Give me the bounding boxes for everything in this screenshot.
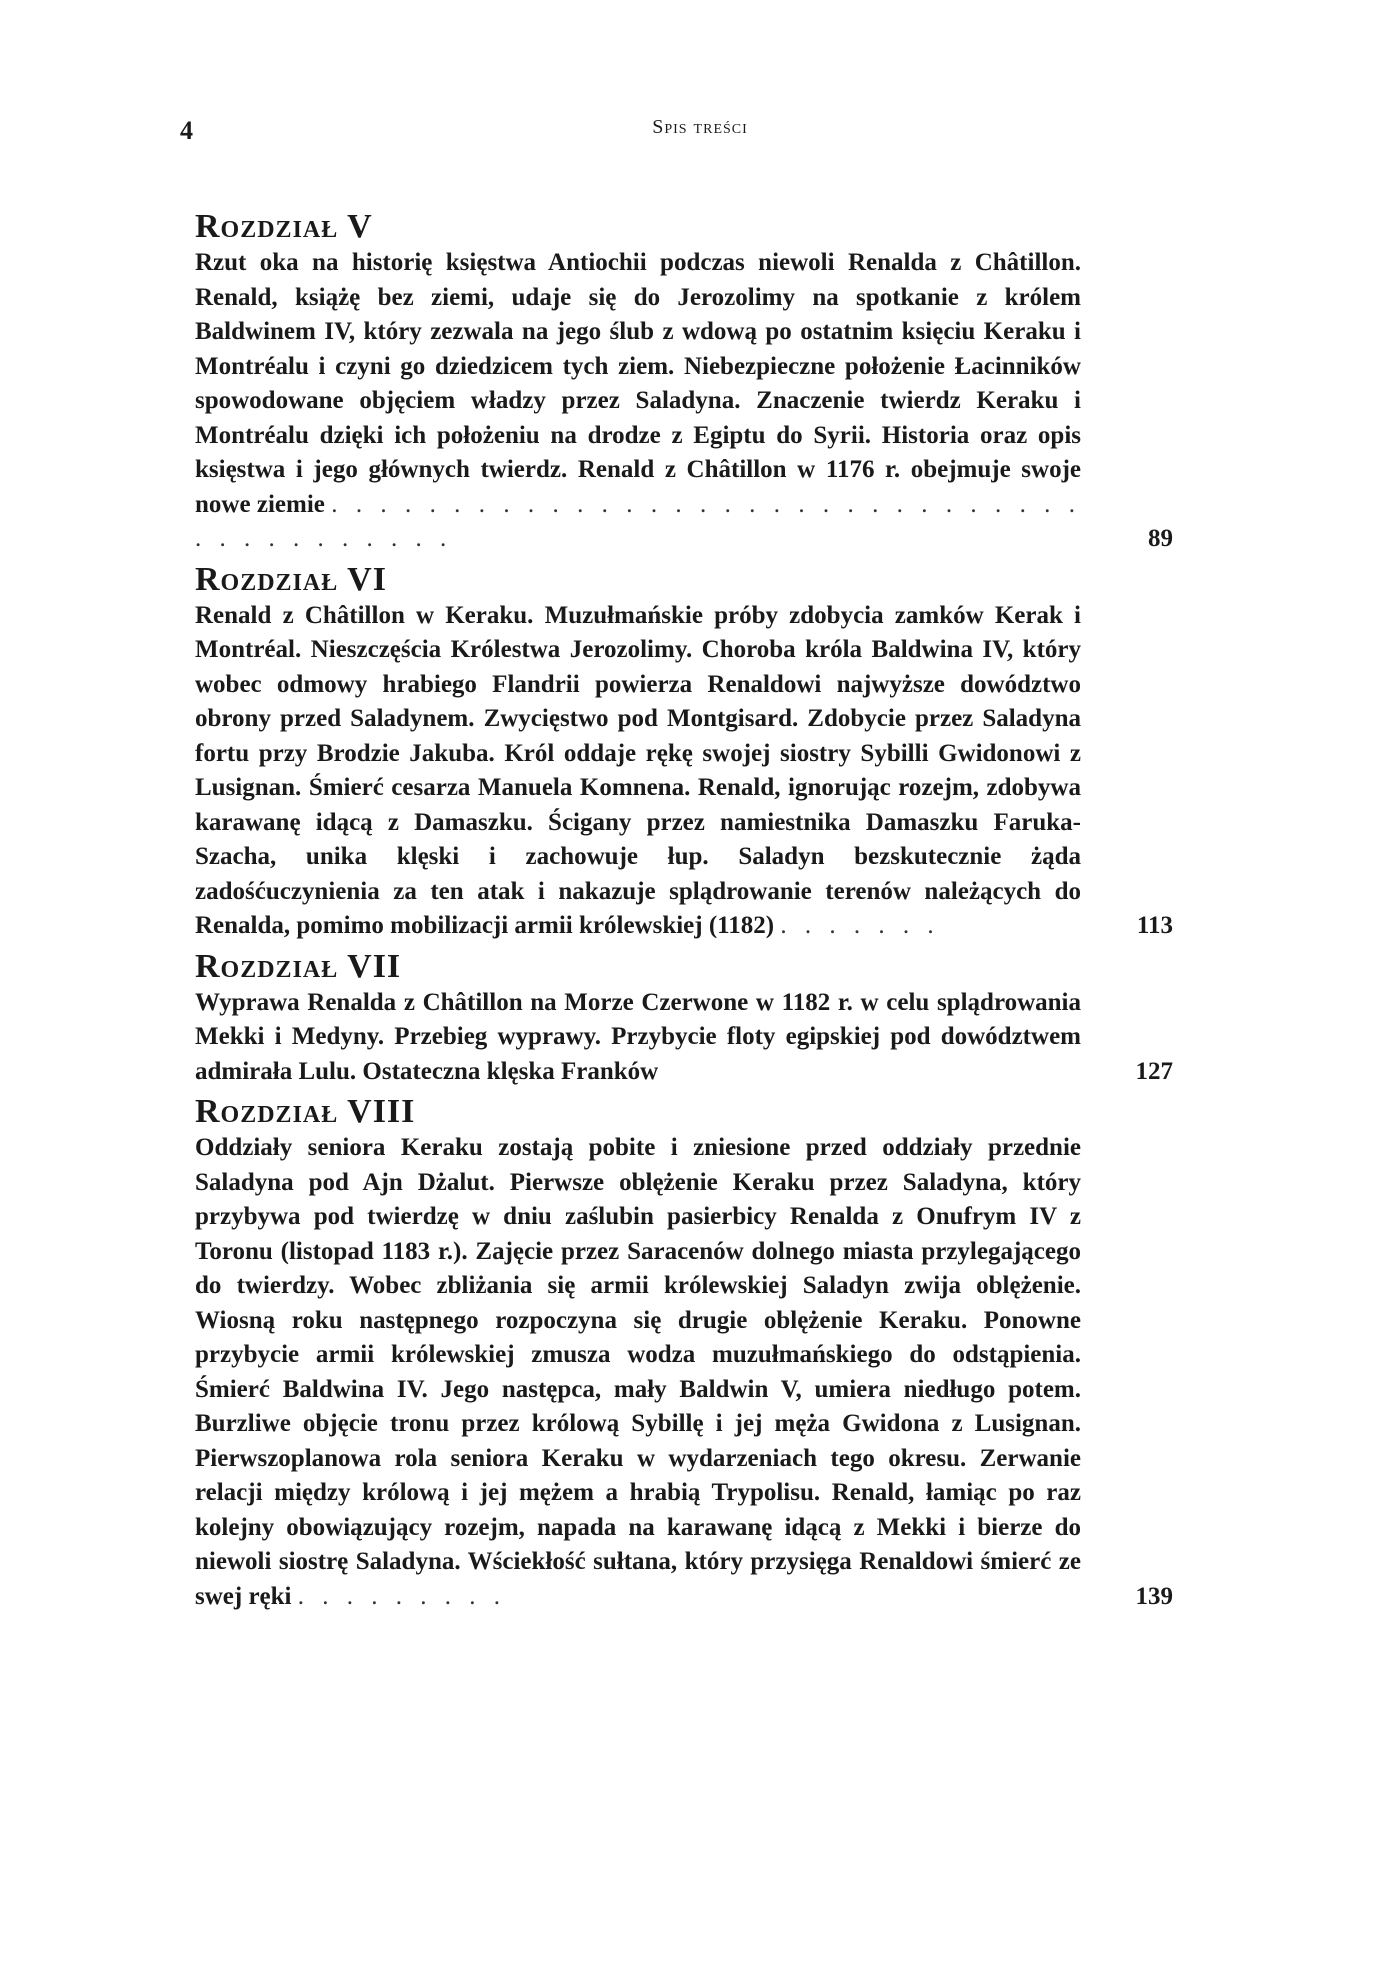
page-reference: 127 <box>1135 1057 1173 1085</box>
table-of-contents <box>195 208 1173 1614</box>
page-reference: 89 <box>1148 525 1173 552</box>
chapter-summary <box>195 246 1081 557</box>
dot-leader: . . . . . . . . . <box>297 1582 506 1610</box>
chapter-heading: Rozdział VIII <box>195 1093 416 1130</box>
dot-leader: . . . . . . . . . . . . . . . . . . . . . . . . . . . . . . . . . . . . . . . . . . <box>195 490 1082 552</box>
chapter-summary <box>195 986 1081 1090</box>
summary-text: Rzut oka na historię księstwa Antiochii podczas niewoli Renalda z Châtillon. Renald, książę bez ziemi, udaje się do Jerozolimy na spotkanie z królem Baldwinem IV, który zezwala na jego ślub z wdową po ostatnim księciu Keraku i Montréalu i czyni go dziedzicem tych ziem. Niebezpieczne położenie Łacinników spowodowane objęciem władzy przez Saladyna. Znaczenie twierdz Keraku i Montréalu dzięki ich położeniu na drodze z Egiptu do Syrii. Historia oraz opis księstwa i jego głównych twierdz. Renald z Châtillon w 1176 r. obejmuje swoje nowe ziemie <box>195 249 1081 518</box>
toc-entry <box>195 986 1173 1090</box>
chapter-summary <box>195 1131 1081 1614</box>
chapter-heading: Rozdział V <box>195 208 373 245</box>
summary-text: Oddziały seniora Keraku zostają pobite i zniesione przed oddziały przednie Saladyna pod Ajn Dżalut. Pierwsze oblężenie Keraku przez Saladyna, który przybywa pod twierdzę w dniu zaślubin pasierbicy Renalda z Onufrym IV z Toronu (listopad 1183 r.). Zajęcie przez Saracenów dolnego miasta przylegającego do twierdzy. Wobec zbliżania się armii królewskiej Saladyn zwija oblężenie. Wiosną roku następnego rozpoczyna się drugie oblężenie Keraku. Ponowne przybycie armii królewskiej zmusza wodza muzułmańskiego do odstąpienia. Śmierć Baldwina IV. Jego następca, mały Baldwin V, umiera niedługo potem. Burzliwe objęcie tronu przez królową Sybillę i jej męża Gwidona z Lusignan. Pierwszoplanowa rola seniora Keraku w wydarzeniach tego okresu. Zerwanie relacji między królową i jej mężem a hrabią Trypolisu. Renald, łamiąc po raz kolejny obowiązujący rozejm, napada na karawanę idącą z Mekki i bierze do niewoli siostrę Saladyna. Wściekłość sułtana, który przysięga Renaldowi śmierć ze swej ręki <box>195 1134 1081 1610</box>
toc-entry <box>195 599 1173 944</box>
chapter-heading: Rozdział VII <box>195 947 402 985</box>
page-reference: 139 <box>1135 1582 1173 1610</box>
summary-text: Renald z Châtillon w Keraku. Muzułmańskie próby zdobycia zamków Kerak i Montréal. Nieszczęścia Królestwa Jerozolimy. Choroba króla Baldwina IV, który wobec odmowy hrabiego Flandrii powierza Renaldowi najwyższe dowództwo obrony przed Saladynem. Zwycięstwo pod Montgisard. Zdobycie przez Saladyna fortu przy Brodzie Jakuba. Król oddaje rękę swojej siostry Sybilli Gwidonowi z Lusignan. Śmierć cesarza Manuela Komnena. Renald, ignorując rozejm, zdobywa karawanę idącą z Damaszku. Ścigany przez namiestnika Damaszku Faruka-Szacha, unika klęski i zachowuje łup. Saladyn bezskutecznie żąda zadośćuczynienia za ten atak i nakazuje splądrowanie terenów należących do Renalda, pomimo mobilizacji armii królewskiej (1182) <box>195 601 1081 939</box>
chapter-heading: Rozdział VI <box>195 560 387 598</box>
summary-text: Wyprawa Renalda z Châtillon na Morze Czerwone w 1182 r. w celu splądrowania Mekki i Medyny. Przebieg wyprawy. Przybycie floty egipskiej pod dowództwem admirała Lulu. Ostateczna klęska Franków <box>195 988 1081 1085</box>
dot-leader: . . . . . . . <box>780 912 940 939</box>
page-number: 4 <box>180 116 193 145</box>
toc-chapter-vi <box>195 561 1173 944</box>
toc-chapter-vii <box>195 948 1173 1090</box>
toc-chapter-v <box>195 208 1173 557</box>
toc-chapter-viii <box>195 1093 1173 1614</box>
toc-entry <box>195 1131 1173 1614</box>
page-reference: 113 <box>1136 912 1173 939</box>
toc-entry <box>195 246 1173 557</box>
running-head: Spis treści <box>652 116 748 138</box>
chapter-summary <box>195 599 1081 944</box>
